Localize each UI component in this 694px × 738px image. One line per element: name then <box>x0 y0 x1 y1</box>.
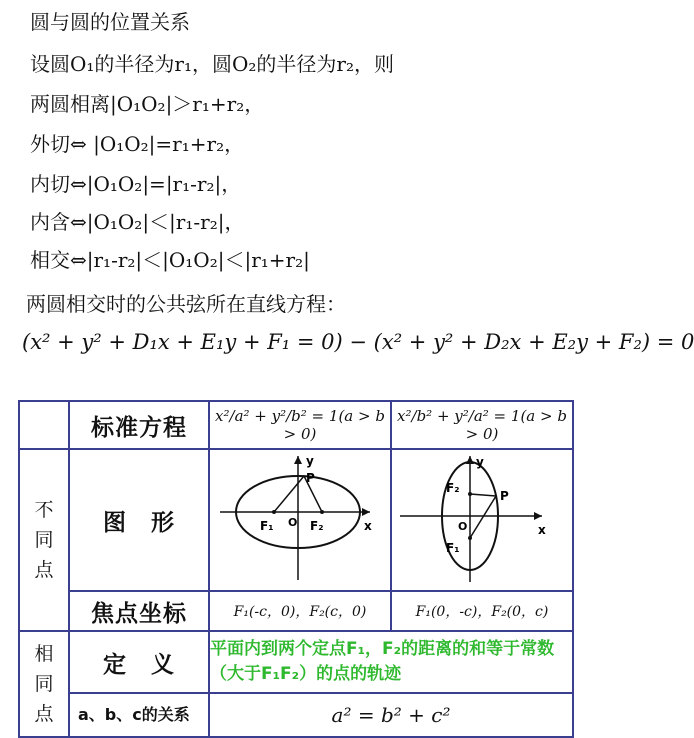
label-definition: 定 义 <box>69 631 209 693</box>
figure1-x-label: x <box>364 519 372 533</box>
chord-equation: (x² + y² + D₁x + E₁y + F₁ = 0) − (x² + y² + D₂x + E₂y + F₂) = 0 <box>22 330 694 354</box>
line-chord-heading: 两圆相交时的公共弦所在直线方程： <box>26 292 346 316</box>
figure2-o-label: O <box>458 520 468 533</box>
side-label-differences: 不同点 <box>19 449 69 631</box>
figure1-f1-label: F₁ <box>260 519 274 533</box>
line-contain: 内含⇔|O₁O₂|＜|r₁-r₂|， <box>30 210 245 234</box>
label-focus-coordinates: 焦点坐标 <box>69 591 209 631</box>
label-abc-relation: a、b、c的关系 <box>69 693 209 737</box>
figure2-f2-label: F₂ <box>446 481 460 495</box>
ellipse-comparison-table <box>18 400 574 738</box>
label-figure: 图 形 <box>69 449 209 591</box>
line-external-tangent: 外切⇔ |O₁O₂|=r₁+r₂， <box>30 132 245 156</box>
focus-vertical: F₁(0，-c)，F₂(0，c) <box>391 591 573 631</box>
figure2-f1-label: F₁ <box>446 541 460 555</box>
line-title: 圆与圆的位置关系 <box>30 10 190 34</box>
figure1-y-label: y <box>306 454 314 468</box>
line-intersect: 相交⇔|r₁-r₂|＜|O₁O₂|＜|r₁+r₂| <box>30 248 310 272</box>
figure2-p-label: P <box>500 489 509 503</box>
figure2-x-label: x <box>538 523 546 537</box>
figure1-f2-label: F₂ <box>310 519 324 533</box>
focus-horizontal: F₁(-c，0)，F₂(c，0) <box>209 591 391 631</box>
corner-cell <box>19 401 69 449</box>
figure-vertical-ellipse <box>391 449 573 591</box>
definition-text: 平面内到两个定点F₁，F₂的距离的和等于常数（大于F₁F₂）的点的轨迹 <box>209 631 573 693</box>
equation-vertical: x²/b² + y²/a² = 1(a > b > 0) <box>391 401 573 449</box>
line-radii: 设圆O₁的半径为r₁，圆O₂的半径为r₂，则 <box>30 52 394 76</box>
figure1-p-label: P <box>306 471 315 485</box>
equation-horizontal: x²/a² + y²/b² = 1(a > b > 0) <box>209 401 391 449</box>
figure2-y-label: y <box>476 455 484 469</box>
label-standard-equation: 标准方程 <box>69 401 209 449</box>
abc-relation: a² = b² + c² <box>209 693 573 737</box>
figure1-o-label: O <box>288 516 298 529</box>
line-separate: 两圆相离|O₁O₂|＞r₁+r₂， <box>30 92 265 116</box>
line-internal-tangent: 内切⇔|O₁O₂|=|r₁-r₂|， <box>30 172 242 196</box>
side-label-similarities: 相同点 <box>19 631 69 737</box>
figure-horizontal-ellipse <box>209 449 391 591</box>
